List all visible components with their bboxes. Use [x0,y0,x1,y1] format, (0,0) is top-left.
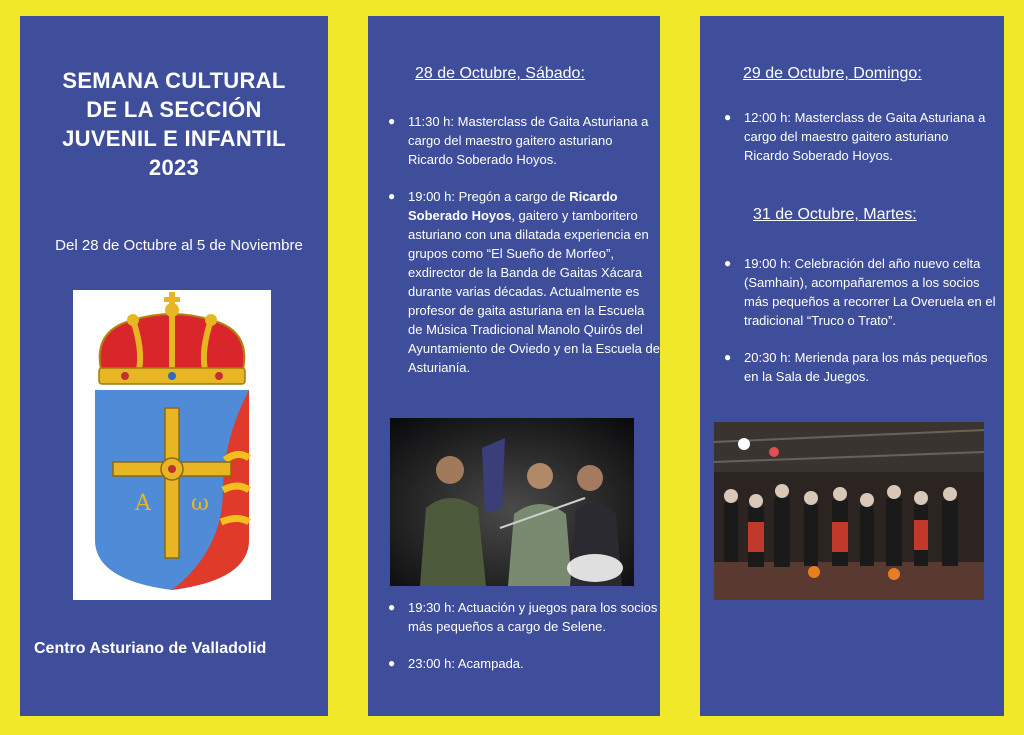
title-line: 2023 [148,155,200,180]
bullet-icon: ● [388,114,396,128]
bullet-icon: ● [388,656,396,670]
saturday-panel [368,16,660,716]
tuesday-heading: 31 de Octubre, Martes: [753,206,917,223]
coat-of-arms-icon [73,290,271,600]
bullet-icon: ● [724,256,732,270]
bullet-icon: ● [388,600,396,614]
sunday-schedule [724,108,994,183]
event-title [20,66,328,182]
title-line: JUVENIL E INFANTIL [62,126,286,151]
saturday-schedule-top [388,112,660,395]
asturias-coat-of-arms [73,290,271,600]
list-item: ● 20:30 h: Merienda para los más pequeños en la Sala de Juegos. [724,350,988,384]
organization-name: Centro Asturiano de Valladolid [34,640,267,657]
list-item: ● 19:30 h: Actuación y juegos para los socios más pequeños a cargo de Selene. [388,600,658,634]
halloween-image [714,422,984,600]
musicians-image [390,418,634,586]
list-item: ● 11:30 h: Masterclass de Gaita Asturiana a cargo del maestro gaitero asturiano Ricardo Soberado Hoyos. [388,114,649,167]
list-item: ● 19:00 h: Celebración del año nuevo celta (Samhain), acompañaremos a los socios más pequeños a recorrer La Overuela en el tradicional “Truco o Trato”. [724,256,996,328]
halloween-group-photo [714,422,984,600]
alpha-letter: A [135,491,151,516]
musicians-photo [390,418,634,586]
event-dates: Del 28 de Octubre al 5 de Noviembre [55,237,303,254]
saturday-schedule-bottom [388,598,660,691]
list-item: ● 12:00 h: Masterclass de Gaita Asturiana a cargo del maestro gaitero asturiano Ricardo Soberado Hoyos. [724,110,986,163]
bullet-icon: ● [388,189,396,203]
title-line: DE LA SECCIÓN [86,97,262,122]
sunday-heading: 29 de Octubre, Domingo: [743,65,922,82]
bold-name: Ricardo Soberado Hoyos [408,189,618,223]
tuesday-schedule [724,254,996,404]
cover-panel [20,16,328,716]
omega-letter: ω [191,491,209,516]
sunday-tuesday-panel [700,16,1004,716]
bullet-icon: ● [724,110,732,124]
bullet-icon: ● [724,350,732,364]
saturday-heading: 28 de Octubre, Sábado: [415,65,585,82]
title-line: SEMANA CULTURAL [62,68,286,93]
list-item: ● 23:00 h: Acampada. [388,656,524,671]
list-item: ● 19:00 h: Pregón a cargo de Ricardo Soberado Hoyos, gaitero y tamboritero asturiano con una dilatada experiencia en grupos como “El Sueño de Morfeo”, exdirector de la Banda de Gaitas Xácara durante varias décadas. Actualmente es profesor de gaita asturiana en la Escuela de Música Tradicional Manolo Quirós del Ayuntamiento de Oviedo y en la Escuela de Asturianía. [388,189,660,375]
